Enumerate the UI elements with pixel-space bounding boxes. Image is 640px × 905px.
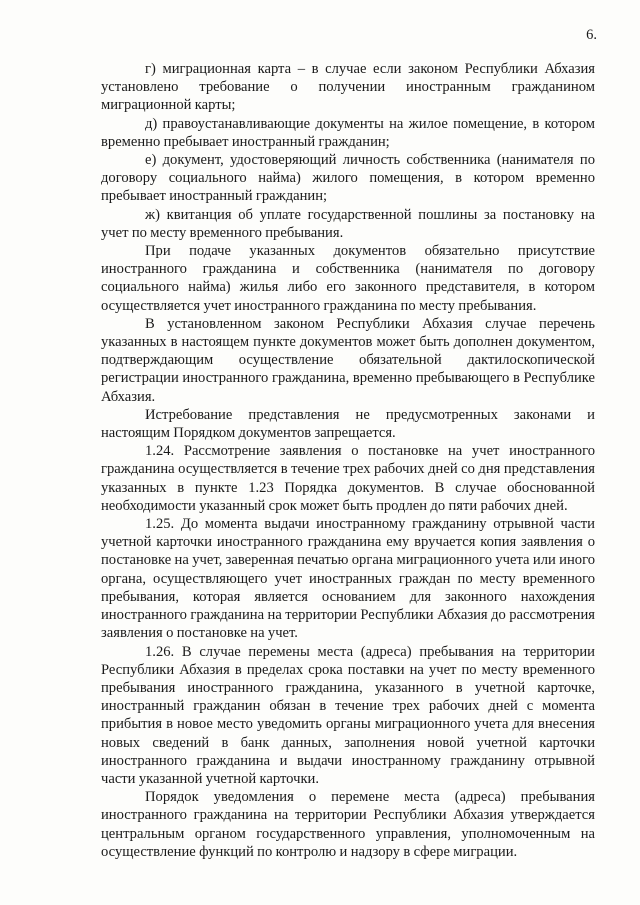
paragraph-title-documents: д) правоустанавливающие документы на жилое помещение, в котором временно пребывает иностранный гражданин; — [101, 115, 595, 150]
paragraph-fee-receipt: ж) квитанция об уплате государственной пошлины за постановку на учет по месту временного пребывания. — [101, 206, 595, 241]
paragraph-prohibition: Истребование представления не предусмотренных законами и настоящим Порядком документов запрещается. — [101, 406, 595, 442]
page-number: 6. — [586, 27, 597, 43]
paragraph-fingerprint-document: В установленном законом Республики Абхазия случае перечень указанных в настоящем пункте документов может быть дополнен документом, подтверждающим осуществление обязательной дактилоскопической регистрации иностранного гражданина, временно пребывающего в Республике Абхазия. — [101, 315, 595, 405]
paragraph-presence-requirement: При подаче указанных документов обязательно присутствие иностранного гражданина и собственника (нанимателя по договору социального найма) жилья либо его законного представителя, в котором осуществляется учет иностранного гражданина по месту пребывания. — [101, 243, 595, 314]
paragraph-1-26: 1.26. В случае перемены места (адреса) пребывания на территории Республики Абхазия в пределах срока поставки на учет по месту временного пребывания иностранного гражданина, указанного в учетной карточке, иностранный гражданин обязан в течение трех рабочих дней с момента прибытия в новое место уведомить органы миграционного учета для внесения новых сведений в банк данных, заполнения новой учетной карточки иностранного гражданина и выдачи иностранному гражданину отрывной части указанной учетной карточки. — [101, 643, 595, 787]
paragraph-1-25: 1.25. До момента выдачи иностранному гражданину отрывной части учетной карточки иностранного гражданина ему вручается копия заявления о постановке на учет, заверенная печатью органа миграционного учета или иного органа, осуществляющего учет иностранных граждан по месту временного пребывания, которая является основанием для законного нахождения иностранного гражданина на территории Республики Абхазия до рассмотрения заявления о постановке на учет. — [101, 516, 595, 642]
paragraph-1-24: 1.24. Рассмотрение заявления о постановке на учет иностранного гражданина осуществляется в течение трех рабочих дней со дня представления указанных в пункте 1.23 Порядка документов. В случае обоснованной необходимости указанный срок может быть продлен до пяти рабочих дней. — [101, 443, 595, 514]
paragraph-notification-procedure: Порядок уведомления о перемене места (адреса) пребывания иностранного гражданина на территории Республики Абхазия утверждается центральным органом государственного управления, уполномоченным на осуществление функций по контролю и надзору в сфере миграции. — [101, 789, 595, 860]
paragraph-migration-card: г) миграционная карта – в случае если законом Республики Абхазия установлено требование о получении иностранным гражданином миграционной карты; — [101, 61, 595, 114]
paragraph-owner-identity: е) документ, удостоверяющий личность собственника (нанимателя по договору социального найма) жилого помещения, в котором временно пребывает иностранный гражданин; — [101, 152, 595, 205]
document-body — [101, 60, 595, 861]
